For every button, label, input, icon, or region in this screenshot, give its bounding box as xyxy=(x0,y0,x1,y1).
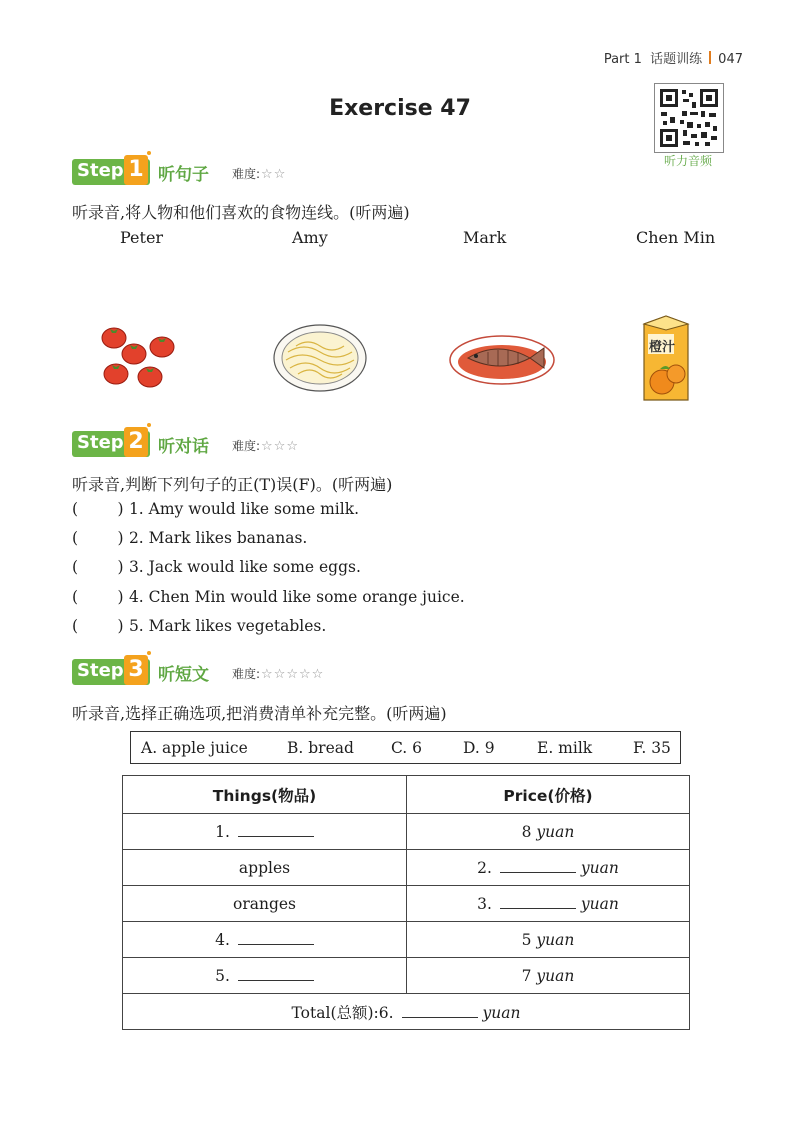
question-5 xyxy=(72,617,326,635)
price-number: 5 xyxy=(521,930,532,949)
step-label: 听对话 xyxy=(158,437,209,457)
price-cell xyxy=(407,922,690,958)
step3-instruction: 听录音,选择正确选项,把消费清单补充完整。(听两遍) xyxy=(72,704,447,723)
table-header-row xyxy=(123,776,690,814)
step2-instruction: 听录音,判断下列句子的正(T)误(F)。(听两遍) xyxy=(72,475,393,494)
difficulty-label: 难度: xyxy=(232,439,261,453)
answer-blank[interactable] xyxy=(402,1005,478,1018)
price-unit: yuan xyxy=(580,858,619,877)
star-icon: ☆ xyxy=(261,439,273,454)
step-number: 1 xyxy=(124,155,148,185)
price-number: 7 xyxy=(521,966,532,985)
thing-text: 1. xyxy=(215,822,230,841)
option-f: F. 35 xyxy=(633,739,671,757)
total-unit: yuan xyxy=(482,1003,521,1022)
thing-cell xyxy=(123,886,407,922)
answer-blank[interactable]: ( ) xyxy=(72,529,124,547)
star-icon: ☆ xyxy=(273,667,286,682)
thing-cell xyxy=(123,814,407,850)
total-cell xyxy=(123,994,690,1030)
price-number: 3. xyxy=(477,894,492,913)
question-4 xyxy=(72,588,465,606)
header-divider xyxy=(709,51,711,64)
step-label: 听句子 xyxy=(158,165,209,185)
price-cell xyxy=(407,886,690,922)
section-label: 话题训练 xyxy=(650,52,703,67)
answer-blank[interactable]: ( ) xyxy=(72,617,124,635)
table-total-row xyxy=(123,994,690,1030)
answer-blank[interactable] xyxy=(500,896,576,909)
star-icon: ☆ xyxy=(273,167,286,182)
option-a: A. apple juice xyxy=(141,739,248,757)
question-2 xyxy=(72,529,307,547)
thing-cell xyxy=(123,958,407,994)
star-icon: ☆ xyxy=(286,667,299,682)
thing-cell xyxy=(123,922,407,958)
answer-blank[interactable] xyxy=(238,968,314,981)
difficulty xyxy=(232,665,323,682)
price-table xyxy=(122,775,690,1030)
question-text: 1. Amy would like some milk. xyxy=(128,500,360,518)
person-name-mark: Mark xyxy=(463,228,507,247)
star-icon: ☆ xyxy=(261,167,273,182)
spark-icon xyxy=(146,650,152,656)
star-icon: ☆ xyxy=(299,667,311,682)
thing-text: oranges xyxy=(232,894,296,913)
price-number: 8 xyxy=(521,822,532,841)
total-label: Total(总额):6. xyxy=(291,1003,394,1022)
thing-text: 5. xyxy=(215,966,230,985)
table-row xyxy=(123,814,690,850)
option-e: E. milk xyxy=(537,739,593,757)
price-cell xyxy=(407,814,690,850)
table-row xyxy=(123,958,690,994)
person-name-peter: Peter xyxy=(120,228,164,247)
noodles-icon xyxy=(270,318,370,396)
juice-box-text: 橙汁 xyxy=(649,340,676,355)
step-number: 3 xyxy=(124,655,148,685)
thing-text: 4. xyxy=(215,930,230,949)
table-row xyxy=(123,886,690,922)
thing-cell xyxy=(123,850,407,886)
difficulty xyxy=(232,437,298,454)
answer-blank[interactable]: ( ) xyxy=(72,500,124,518)
table-row xyxy=(123,850,690,886)
question-3 xyxy=(72,558,361,576)
price-unit: yuan xyxy=(536,822,575,841)
star-icon: ☆ xyxy=(286,439,299,454)
person-name-amy: Amy xyxy=(292,228,328,247)
price-cell xyxy=(407,850,690,886)
thing-text: apples xyxy=(238,858,291,877)
difficulty xyxy=(232,165,285,182)
price-number: 2. xyxy=(477,858,492,877)
step-number: 2 xyxy=(124,427,148,457)
option-c: C. 6 xyxy=(391,739,423,757)
question-text: 3. Jack would like some eggs. xyxy=(128,558,361,576)
exercise-title: Exercise 47 xyxy=(329,96,471,121)
col-header-price: Price(价格) xyxy=(407,776,690,814)
page-header xyxy=(604,48,743,67)
star-icon: ☆ xyxy=(261,667,273,682)
option-b: B. bread xyxy=(287,739,354,757)
question-text: 4. Chen Min would like some orange juice. xyxy=(128,588,465,606)
step1-instruction: 听录音,将人物和他们喜欢的食物连线。(听两遍) xyxy=(72,203,410,222)
option-d: D. 9 xyxy=(463,739,495,757)
page-number: 047 xyxy=(718,52,743,67)
step-word: Step xyxy=(77,432,124,453)
answer-blank[interactable] xyxy=(238,932,314,945)
fish-dish-icon xyxy=(448,328,556,388)
step-word: Step xyxy=(77,660,124,681)
spark-icon xyxy=(146,422,152,428)
price-unit: yuan xyxy=(536,930,575,949)
qr-code-icon[interactable] xyxy=(654,83,724,153)
price-cell xyxy=(407,958,690,994)
star-icon: ☆ xyxy=(311,667,324,682)
col-header-things: Things(物品) xyxy=(123,776,407,814)
step-word: Step xyxy=(77,160,124,181)
question-text: 5. Mark likes vegetables. xyxy=(128,617,327,635)
difficulty-label: 难度: xyxy=(232,667,261,681)
answer-blank[interactable]: ( ) xyxy=(72,588,124,606)
question-1 xyxy=(72,500,359,518)
spark-icon xyxy=(146,150,152,156)
table-row xyxy=(123,922,690,958)
person-name-chen-min: Chen Min xyxy=(636,228,716,247)
orange-juice-box-icon xyxy=(640,312,692,404)
step-label: 听短文 xyxy=(158,665,209,685)
options-box xyxy=(130,731,681,764)
answer-blank[interactable]: ( ) xyxy=(72,558,124,576)
price-unit: yuan xyxy=(536,966,575,985)
star-icon: ☆ xyxy=(273,439,286,454)
answer-blank[interactable] xyxy=(500,860,576,873)
tomatoes-icon xyxy=(96,320,180,392)
difficulty-label: 难度: xyxy=(232,167,261,181)
price-unit: yuan xyxy=(580,894,619,913)
answer-blank[interactable] xyxy=(238,824,314,837)
question-text: 2. Mark likes bananas. xyxy=(128,529,308,547)
part-label: Part 1 xyxy=(603,52,642,67)
qr-label: 听力音频 xyxy=(663,154,712,168)
